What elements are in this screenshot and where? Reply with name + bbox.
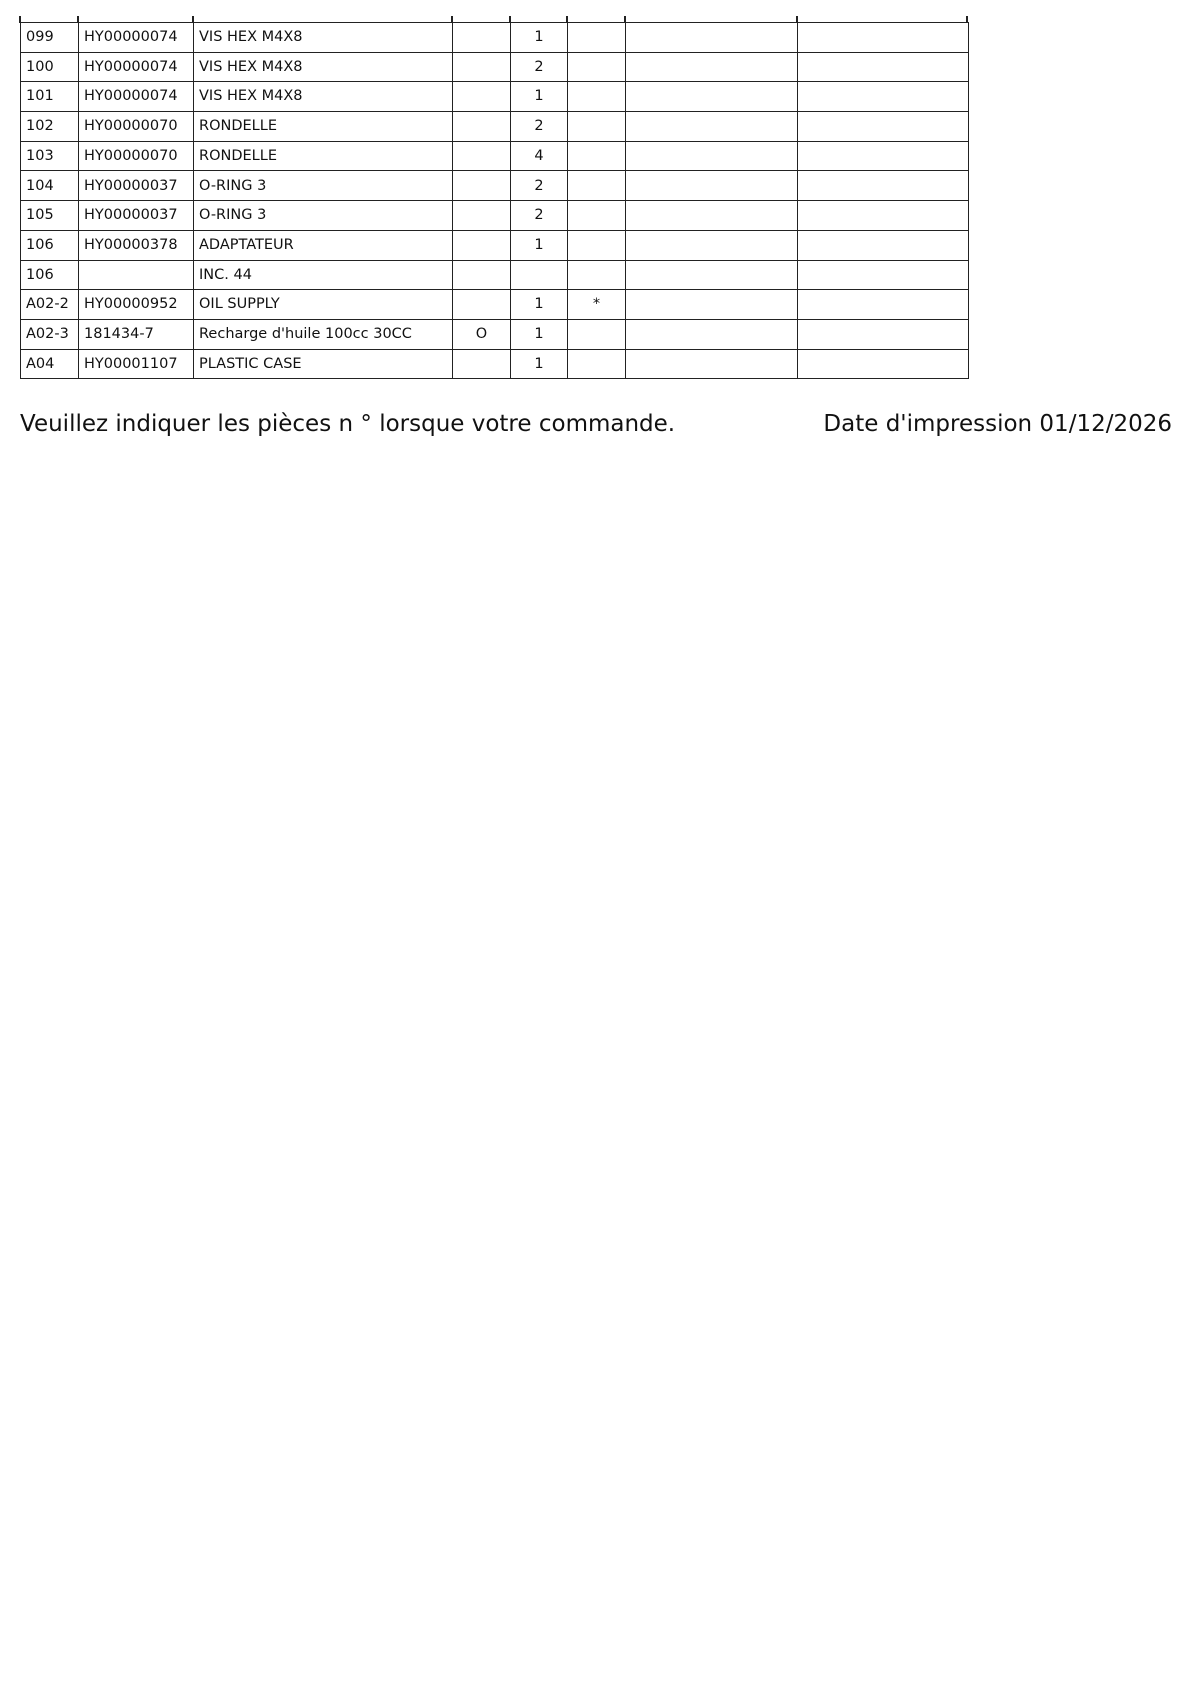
mark-cell: *: [568, 290, 626, 320]
blank-cell: [626, 290, 798, 320]
mark-cell: [568, 141, 626, 171]
blank-cell: [798, 112, 969, 142]
blank-cell: [798, 52, 969, 82]
table-row: [21, 290, 969, 320]
blank-cell: [626, 82, 798, 112]
table-row: [21, 141, 969, 171]
item-number-cell: A02-2: [21, 290, 79, 320]
blank-cell: [798, 349, 969, 379]
option-cell: [453, 171, 511, 201]
part-number-cell: HY00000070: [79, 112, 194, 142]
part-number-cell: HY00000070: [79, 141, 194, 171]
description-cell: ADAPTATEUR: [194, 230, 453, 260]
option-cell: [453, 290, 511, 320]
quantity-cell: 1: [511, 82, 568, 112]
item-number-cell: 101: [21, 82, 79, 112]
mark-cell: [568, 52, 626, 82]
blank-cell: [798, 290, 969, 320]
mark-cell: [568, 349, 626, 379]
blank-cell: [798, 141, 969, 171]
option-cell: O: [453, 319, 511, 349]
option-cell: [453, 23, 511, 53]
part-number-cell: HY00000074: [79, 23, 194, 53]
order-instruction-note: Veuillez indiquer les pièces n ° lorsque votre commande.: [20, 411, 676, 437]
mark-cell: [568, 23, 626, 53]
blank-cell: [626, 23, 798, 53]
quantity-cell: 2: [511, 52, 568, 82]
option-cell: [453, 260, 511, 290]
mark-cell: [568, 230, 626, 260]
part-number-cell: HY00000037: [79, 171, 194, 201]
blank-cell: [626, 141, 798, 171]
table-row: [21, 230, 969, 260]
mark-cell: [568, 171, 626, 201]
quantity-cell: 1: [511, 349, 568, 379]
item-number-cell: A02-3: [21, 319, 79, 349]
description-cell: Recharge d'huile 100cc 30CC: [194, 319, 453, 349]
mark-cell: [568, 319, 626, 349]
print-date: Date d'impression 01/12/2026: [823, 411, 1172, 437]
item-number-cell: 106: [21, 260, 79, 290]
blank-cell: [626, 349, 798, 379]
item-number-cell: 100: [21, 52, 79, 82]
blank-cell: [798, 171, 969, 201]
part-number-cell: [79, 260, 194, 290]
part-number-cell: HY00000037: [79, 201, 194, 231]
mark-cell: [568, 112, 626, 142]
quantity-cell: 2: [511, 112, 568, 142]
mark-cell: [568, 260, 626, 290]
blank-cell: [626, 112, 798, 142]
part-number-cell: HY00000952: [79, 290, 194, 320]
item-number-cell: A04: [21, 349, 79, 379]
option-cell: [453, 112, 511, 142]
description-cell: OIL SUPPLY: [194, 290, 453, 320]
table-row: [21, 349, 969, 379]
description-cell: O-RING 3: [194, 171, 453, 201]
item-number-cell: 099: [21, 23, 79, 53]
description-cell: O-RING 3: [194, 201, 453, 231]
description-cell: PLASTIC CASE: [194, 349, 453, 379]
quantity-cell: 2: [511, 171, 568, 201]
item-number-cell: 104: [21, 171, 79, 201]
quantity-cell: 2: [511, 201, 568, 231]
description-cell: RONDELLE: [194, 141, 453, 171]
blank-cell: [626, 230, 798, 260]
table-row: [21, 171, 969, 201]
description-cell: INC. 44: [194, 260, 453, 290]
option-cell: [453, 52, 511, 82]
description-cell: VIS HEX M4X8: [194, 23, 453, 53]
quantity-cell: [511, 260, 568, 290]
description-cell: VIS HEX M4X8: [194, 82, 453, 112]
blank-cell: [626, 201, 798, 231]
part-number-cell: 181434-7: [79, 319, 194, 349]
description-cell: VIS HEX M4X8: [194, 52, 453, 82]
blank-cell: [626, 171, 798, 201]
item-number-cell: 102: [21, 112, 79, 142]
item-number-cell: 105: [21, 201, 79, 231]
table-row: [21, 319, 969, 349]
option-cell: [453, 141, 511, 171]
quantity-cell: 1: [511, 290, 568, 320]
mark-cell: [568, 82, 626, 112]
blank-cell: [798, 230, 969, 260]
table-row: [21, 82, 969, 112]
table-row: [21, 52, 969, 82]
item-number-cell: 106: [21, 230, 79, 260]
option-cell: [453, 82, 511, 112]
quantity-cell: 1: [511, 319, 568, 349]
parts-table: [20, 22, 969, 379]
blank-cell: [798, 82, 969, 112]
table-row: [21, 260, 969, 290]
quantity-cell: 1: [511, 230, 568, 260]
blank-cell: [626, 52, 798, 82]
part-number-cell: HY00000074: [79, 52, 194, 82]
option-cell: [453, 230, 511, 260]
table-row: [21, 23, 969, 53]
item-number-cell: 103: [21, 141, 79, 171]
part-number-cell: HY00000074: [79, 82, 194, 112]
description-cell: RONDELLE: [194, 112, 453, 142]
option-cell: [453, 201, 511, 231]
parts-table-body: [21, 23, 969, 379]
part-number-cell: HY00001107: [79, 349, 194, 379]
table-row: [21, 201, 969, 231]
part-number-cell: HY00000378: [79, 230, 194, 260]
blank-cell: [798, 260, 969, 290]
quantity-cell: 4: [511, 141, 568, 171]
table-row: [21, 112, 969, 142]
quantity-cell: 1: [511, 23, 568, 53]
blank-cell: [626, 260, 798, 290]
blank-cell: [798, 23, 969, 53]
option-cell: [453, 349, 511, 379]
blank-cell: [798, 319, 969, 349]
blank-cell: [798, 201, 969, 231]
blank-cell: [626, 319, 798, 349]
mark-cell: [568, 201, 626, 231]
